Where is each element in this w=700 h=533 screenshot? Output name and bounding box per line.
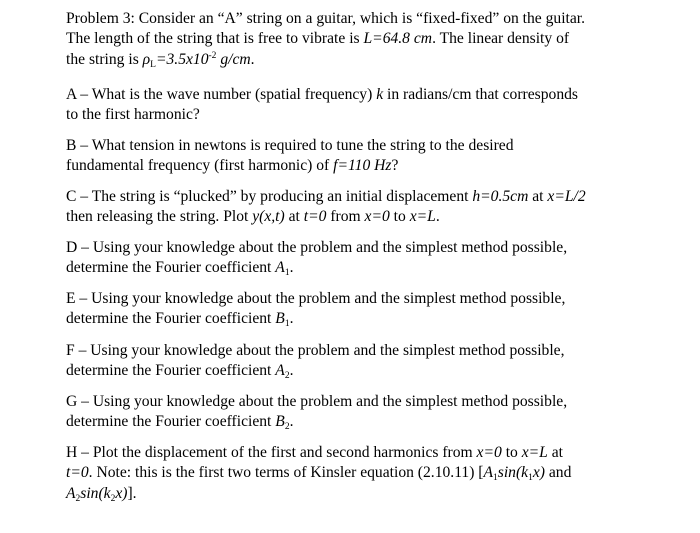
frequency-value: f=110 Hz — [333, 157, 392, 175]
rho-subscript: L — [150, 59, 156, 70]
density-exponent: -2 — [208, 50, 217, 61]
part-b-text: fundamental frequency (first harmonic) of — [66, 157, 334, 175]
part-f-line-1: F – Using your knowledge about the problem and the simplest method possible, — [66, 342, 565, 359]
harmonic-2-k-subscript: 2 — [110, 493, 116, 504]
part-g-text: determine the Fourier coefficient — [66, 413, 276, 431]
part-f-text: . — [289, 362, 294, 380]
coefficient-symbol: B — [275, 310, 285, 328]
string-length: L=64.8 cm — [363, 30, 433, 48]
intro-text: . — [250, 50, 255, 68]
part-h-text: H – Plot the displacement of the first and second harmonics from — [66, 444, 477, 461]
part-a-text: A – What is the wave number (spatial frequency) — [66, 86, 377, 103]
part-h-line-1 — [66, 443, 666, 463]
part-d-line-1: D – Using your knowledge about the problem and the simplest method possible, — [66, 239, 568, 256]
rho-symbol: ρ — [142, 50, 151, 68]
part-c-text: to — [389, 208, 410, 226]
part-e-line-1: E – Using your knowledge about the problem and the simplest method possible, — [66, 290, 566, 307]
part-d — [66, 238, 666, 279]
coefficient-symbol: B — [275, 413, 285, 431]
time-zero: t=0 — [66, 464, 89, 482]
part-d-text: . — [289, 259, 294, 277]
harmonic-2-sin: sin(k — [80, 484, 111, 502]
x-start: x=0 — [476, 444, 502, 461]
x-end: x=L — [409, 208, 436, 226]
part-e — [66, 289, 666, 330]
part-f — [66, 341, 666, 382]
harmonic-2-amplitude: A — [66, 484, 76, 502]
part-a — [66, 85, 666, 126]
coefficient-subscript: 2 — [284, 371, 290, 382]
intro-line-2 — [66, 29, 666, 49]
harmonic-2-sin-end: x) — [115, 484, 128, 502]
part-b — [66, 136, 666, 177]
part-h-line-2 — [66, 463, 666, 483]
part-d-line-2 — [66, 258, 666, 278]
harmonic-1-k-subscript: 1 — [528, 473, 533, 484]
time-zero: t=0 — [303, 208, 327, 226]
part-c-text: . — [435, 208, 440, 226]
part-e-text: determine the Fourier coefficient — [66, 310, 276, 328]
part-h-line-3 — [66, 484, 666, 504]
part-c — [66, 187, 666, 228]
part-c-text: C – The string is “plucked” by producing an initial displacement — [66, 188, 473, 205]
part-f-line-2 — [66, 361, 666, 381]
part-c-text: from — [326, 208, 365, 226]
density-value: =3.5x10 — [155, 50, 209, 68]
part-h-text: at — [547, 444, 564, 461]
harmonic-1-sin-end: x) — [532, 464, 545, 482]
part-d-text: determine the Fourier coefficient — [66, 259, 276, 277]
part-a-text: in radians/cm that corresponds — [383, 86, 578, 103]
part-b-line-1: B – What tension in newtons is required to tune the string to the desired — [66, 137, 514, 154]
intro-text: the string is — [66, 50, 143, 68]
part-a-line-1 — [66, 85, 666, 105]
part-h-text: ]. — [127, 484, 137, 502]
coefficient-subscript: 1 — [284, 319, 290, 330]
harmonic-1-sin: sin(k — [497, 464, 529, 482]
coefficient-symbol: A — [275, 259, 285, 277]
density-unit: g/cm — [216, 50, 251, 68]
problem-intro — [66, 9, 666, 70]
wave-number-k: k — [376, 86, 384, 103]
part-g-line-2 — [66, 412, 666, 432]
intro-text: . The linear density of — [432, 30, 570, 48]
coefficient-subscript: 2 — [284, 422, 290, 433]
part-h-text: to — [501, 444, 522, 461]
pluck-position: x=L/2 — [547, 188, 586, 205]
part-g-line-1: G – Using your knowledge about the problem and the simplest method possible, — [66, 393, 568, 410]
harmonic-2-amplitude-subscript: 2 — [75, 493, 81, 504]
intro-text: The length of the string that is free to vibrate is — [66, 30, 364, 48]
intro-line-1: Problem 3: Consider an “A” string on a guitar, which is “fixed-fixed” on the guitar. — [66, 10, 586, 27]
x-end: x=L — [521, 444, 548, 461]
part-g — [66, 392, 666, 433]
part-f-text: determine the Fourier coefficient — [66, 362, 276, 380]
part-g-text: . — [289, 413, 294, 431]
part-c-line-1 — [66, 187, 666, 207]
part-a-line-2: to the first harmonic? — [66, 106, 200, 124]
harmonic-1-amplitude-subscript: 1 — [493, 473, 498, 484]
harmonic-1-amplitude: A — [483, 464, 494, 482]
part-c-line-2 — [66, 207, 666, 227]
intro-line-3 — [66, 50, 666, 70]
part-c-text: at — [528, 188, 548, 205]
function-y: y(x,t) — [252, 208, 285, 226]
part-c-text: then releasing the string. Plot — [66, 208, 253, 226]
displacement-h: h=0.5cm — [472, 188, 529, 205]
x-start: x=0 — [364, 208, 390, 226]
part-b-text: ? — [391, 157, 399, 175]
part-b-line-2 — [66, 156, 666, 176]
part-h-text: . Note: this is the first two terms of Kinsler equation (2.10.11) [ — [88, 464, 484, 482]
part-h-text: and — [544, 464, 572, 482]
part-e-text: . — [289, 310, 294, 328]
part-h — [66, 443, 666, 504]
part-c-text: at — [284, 208, 304, 226]
part-e-line-2 — [66, 309, 666, 329]
coefficient-symbol: A — [275, 362, 285, 380]
coefficient-subscript: 1 — [284, 268, 290, 279]
